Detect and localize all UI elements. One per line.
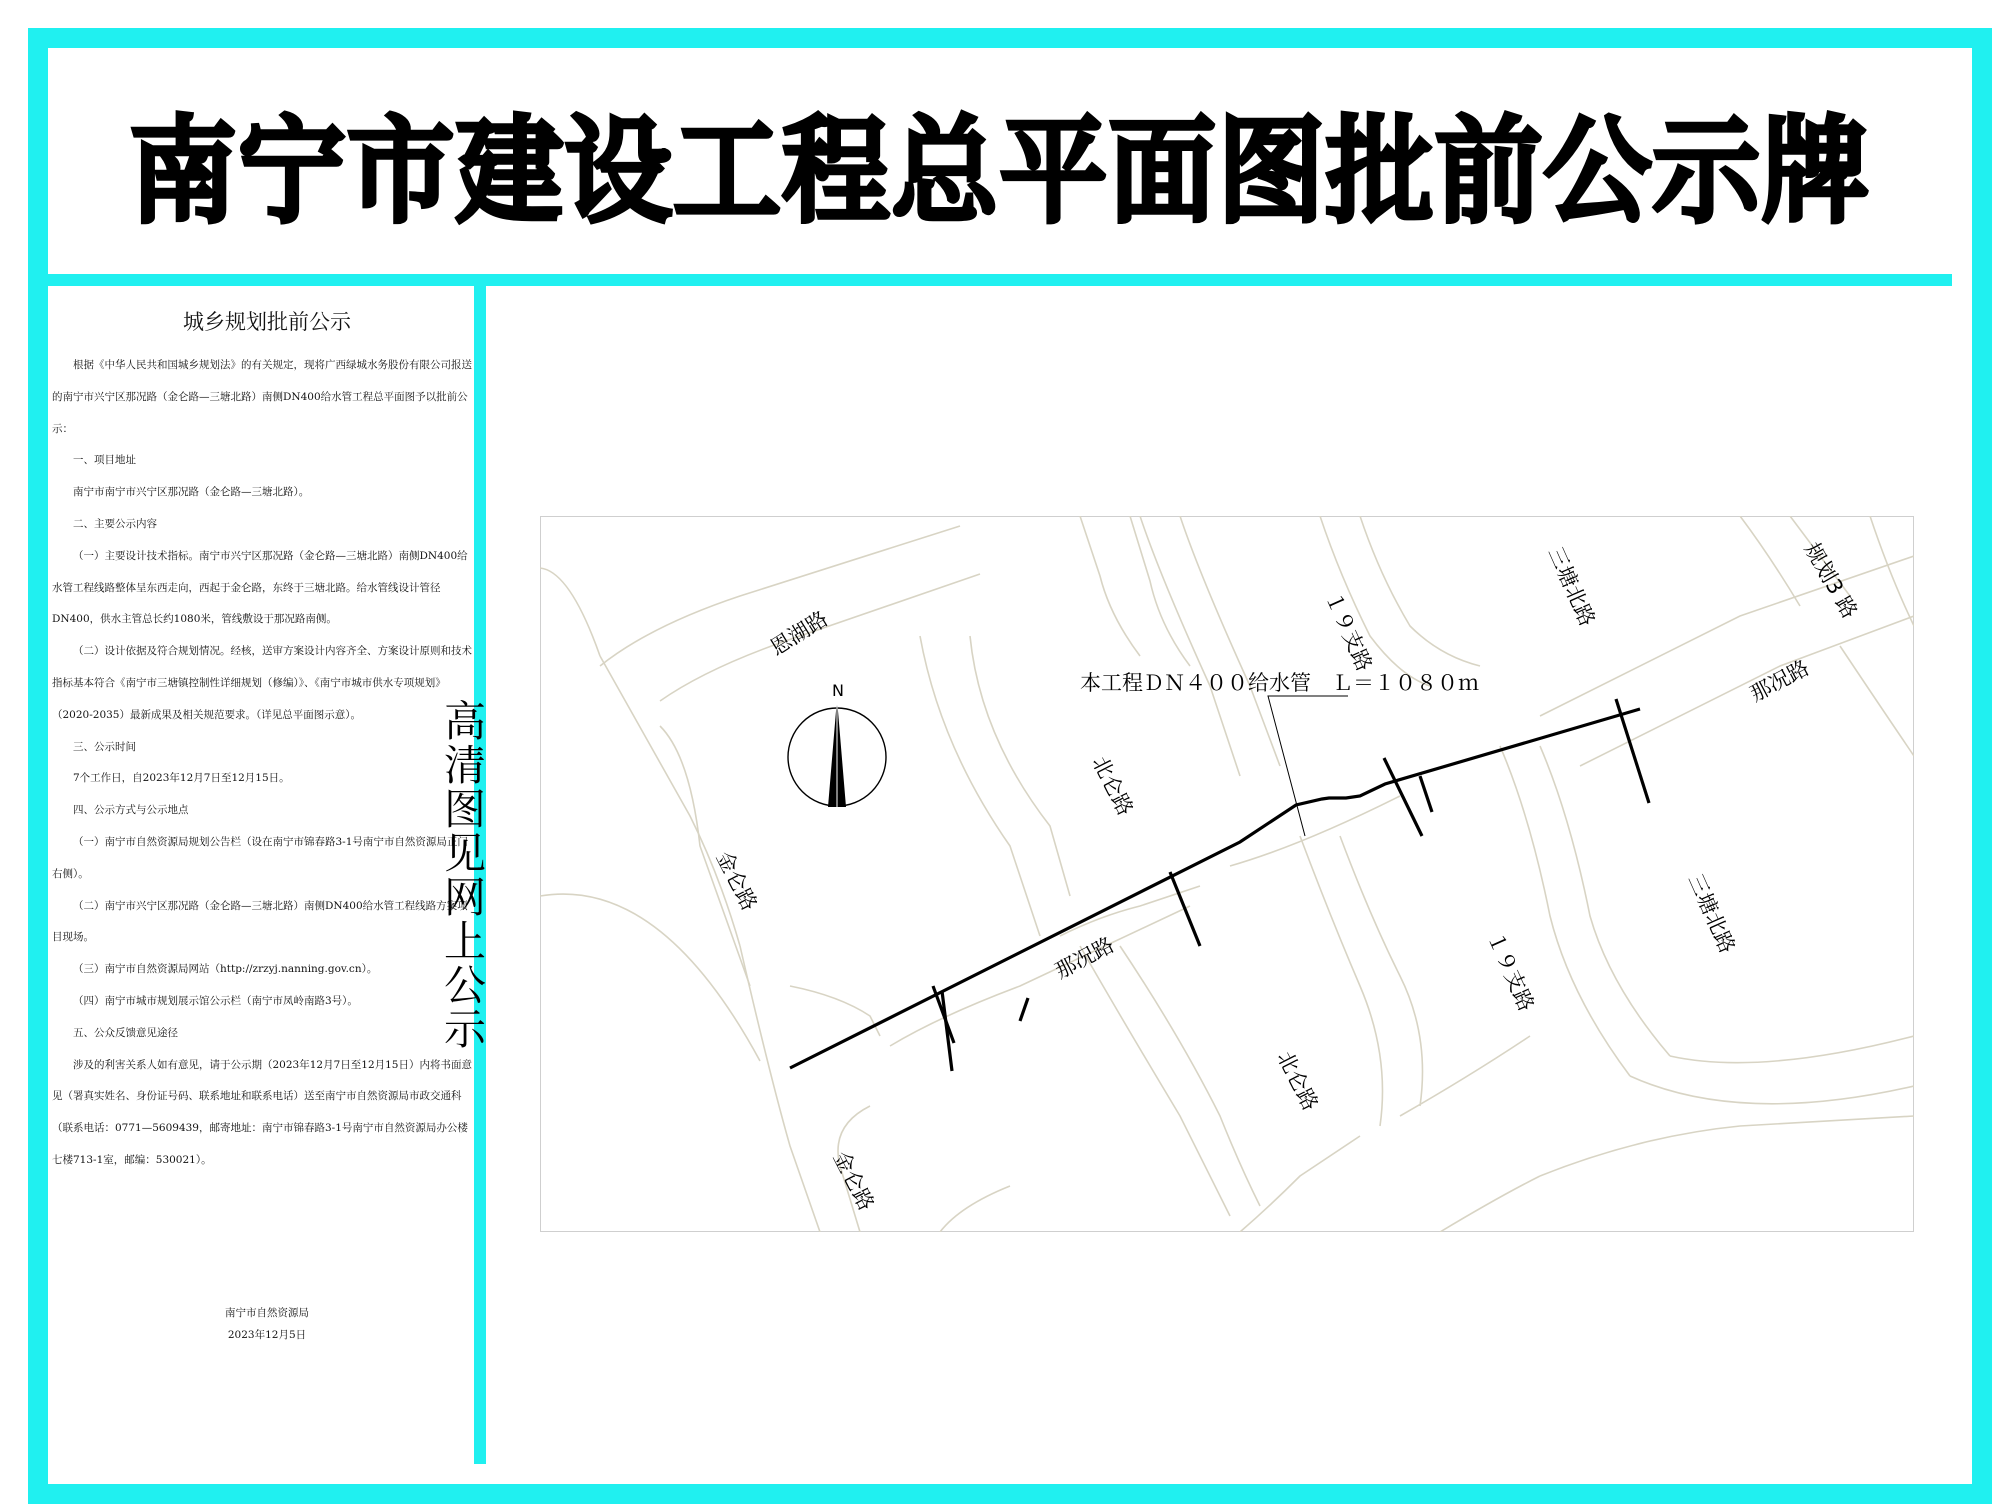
hd-online-note <box>440 697 490 1054</box>
site-plan-map <box>540 516 1914 1232</box>
label-bei-lun-road-1: 北仑路 <box>1087 752 1138 820</box>
label-gui-hua-3-road: 规划3 路 <box>1799 538 1862 623</box>
signature-date: 2023年12月5日 <box>227 1329 307 1341</box>
signature-org: 南宁市自然资源局 <box>225 1307 309 1319</box>
side-note-char: 高 <box>443 697 486 746</box>
notice-signature <box>48 1302 486 1346</box>
side-note-char: 示 <box>443 1005 486 1054</box>
page-title: 南宁市建设工程总平面图批前公示牌 <box>129 104 1871 239</box>
notice-paragraph: （二）设计依据及符合规划情况。经核，送审方案设计内容齐全、方案设计原则和技术指标基本符合《南宁市三塘镇控制性详细规划（修编）》、《南宁市城市供水专项规划》（2020-2035）最新成果及相关规范要求。（详见总平面图示意）。 <box>52 645 472 721</box>
notice-paragraph: 南宁市南宁市兴宁区那况路（金仑路—三塘北路）。 <box>73 486 310 499</box>
label-san-tang-north-road-1: 三塘北路 <box>1543 543 1600 630</box>
side-note-char: 见 <box>443 829 486 878</box>
label-san-tang-north-road-2: 三塘北路 <box>1683 870 1740 957</box>
notice-paragraph: 7个工作日，自2023年12月7日至12月15日。 <box>73 772 290 785</box>
label-jin-lun-road-2: 金仑路 <box>828 1147 879 1215</box>
notice-paragraph: （三）南宁市自然资源局网站（http://zrzyj.nanning.gov.cn）。 <box>73 963 378 976</box>
side-note-char: 图 <box>443 785 486 834</box>
notice-paragraph: 二、主要公示内容 <box>73 517 157 530</box>
notice-paragraph: 五、公众反馈意见途径 <box>73 1026 178 1039</box>
notice-paragraph: （二）南宁市兴宁区那况路（金仑路—三塘北路）南侧DN400给水管工程线路方案项目现场。 <box>52 899 468 944</box>
side-note-char: 清 <box>443 741 486 790</box>
side-note-char: 公 <box>443 961 486 1010</box>
side-note-char: 上 <box>443 917 486 966</box>
north-label: N <box>832 681 844 700</box>
notice-paragraph: 三、公示时间 <box>73 740 136 753</box>
header <box>48 48 1952 286</box>
notice-panel <box>48 286 486 1464</box>
notice-title: 城乡规划批前公示 <box>183 310 351 334</box>
notice-paragraph: （一）南宁市自然资源局规划公告栏（设在南宁市锦春路3-1号南宁市自然资源局正门右侧）。 <box>52 835 468 880</box>
notice-paragraph: 涉及的利害关系人如有意见，请于公示期（2023年12月7日至12月15日）内将书面意见（署真实姓名、身份证号码、联系地址和联系电话）送至南宁市自然资源局市政交通科（联系电话：0771—5609439，邮寄地址：南宁市锦春路3-1号南宁市自然资源局办公楼七楼713-1室，邮编：530021）。 <box>52 1058 472 1166</box>
label-bei-lun-road-2: 北仑路 <box>1272 1047 1323 1115</box>
notice-body <box>52 350 472 1177</box>
label-jin-lun-road-1: 金仑路 <box>711 847 762 915</box>
side-note-char: 网 <box>443 873 486 922</box>
label-na-kuang-road-2: 那况路 <box>1746 655 1813 707</box>
label-19-zhi-road-1: １９支路 <box>1320 588 1377 675</box>
notice-paragraph: （一）主要设计技术指标。南宁市兴宁区那况路（金仑路—三塘北路）南侧DN400给水管工程线路整体呈东西走向，西起于金仑路，东终于三塘北路。给水管线设计管径DN400，供水主管总长约1080米，管线敷设于那况路南侧。 <box>52 549 468 626</box>
label-en-hu-road: 恩湖路 <box>765 606 833 661</box>
label-na-kuang-road-1: 那况路 <box>1051 932 1118 984</box>
pipe-annotation: 本工程ＤＮ４００给水管 Ｌ＝１０８０ｍ <box>1080 671 1479 695</box>
notice-paragraph: （四）南宁市城市规划展示馆公示栏（南宁市凤岭南路3号）。 <box>73 994 358 1007</box>
notice-paragraph: 一、项目地址 <box>73 454 136 467</box>
notice-paragraph: 四、公示方式与公示地点 <box>73 804 189 817</box>
notice-paragraph: 根据《中华人民共和国城乡规划法》的有关规定，现将广西绿城水务股份有限公司报送的南宁市兴宁区那况路（金仑路—三塘北路）南侧DN400给水管工程总平面图予以批前公示： <box>52 359 472 435</box>
label-19-zhi-road-2: １９支路 <box>1482 928 1539 1015</box>
